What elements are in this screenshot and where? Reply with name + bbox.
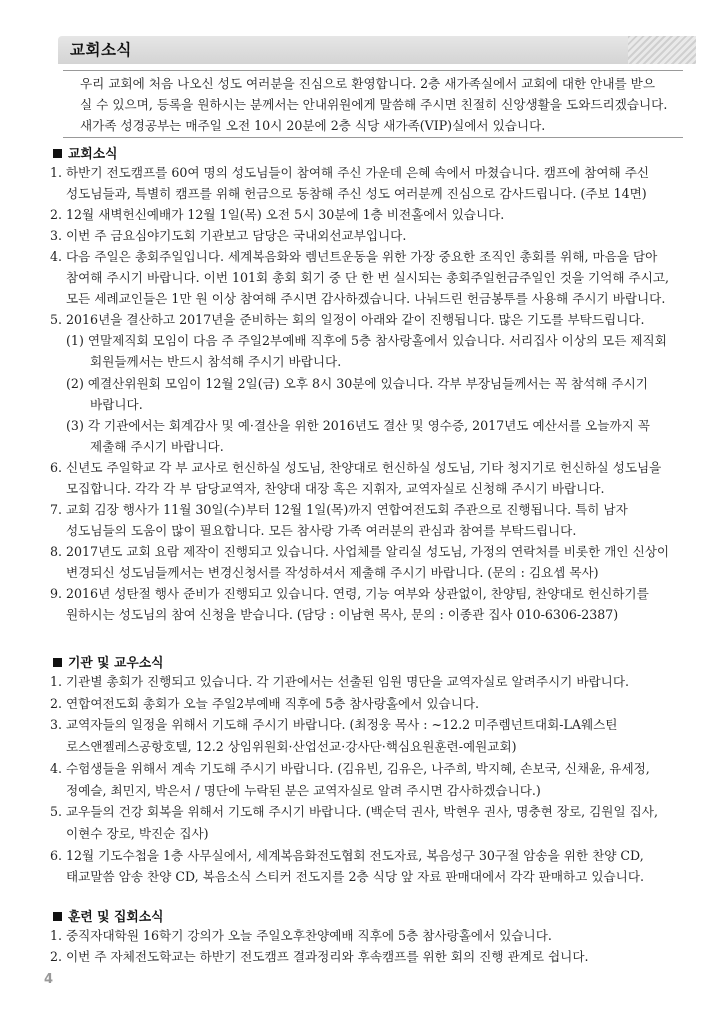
- notice-line: 7. 교회 김장 행사가 11월 30일(수)부터 12월 1일(목)까지 연합여전도회 주관으로 진행됩니다. 특히 남자: [50, 501, 628, 517]
- notice-line: 5. 교우들의 건강 회복을 위해서 기도해 주시기 바랍니다. (백순덕 권사, 박현우 권사, 명충현 장로, 김원일 집사,: [50, 804, 658, 820]
- notice-line: 태교말씀 암송 찬양 CD, 복음소식 스티커 전도지를 2층 식당 앞 자료 판매대에서 각각 판매하고 있습니다.: [50, 869, 644, 885]
- notice-line: 이현수 장로, 박진순 집사): [50, 825, 209, 841]
- notice-line: 1. 중직자대학원 16학기 강의가 오늘 주일오후찬양예배 직후에 5층 참사랑홀에서 있습니다.: [50, 928, 552, 943]
- notice-line: 바랍니다.: [50, 396, 143, 412]
- notice-line: 8. 2017년도 교회 요람 제작이 진행되고 있습니다. 사업체를 알리실 성도님, 가정의 연락처를 비롯한 개인 신상이: [50, 543, 670, 559]
- notice-line: 2. 연합여전도회 총회가 오늘 주일2부예배 직후에 5층 참사랑홀에서 있습니다.: [50, 695, 480, 711]
- welcome-line: 우리 교회에 처음 나오신 성도 여러분을 진심으로 환영합니다. 2층 새가족실에서 교회에 대한 안내를 받으: [80, 76, 656, 91]
- welcome-line: 새가족 성경공부는 매주일 오전 10시 20분에 2층 식당 새가족(VIP)실에서 있습니다.: [80, 118, 546, 133]
- notice-line: (1) 연말제직회 모임이 다음 주 주일2부예배 직후에 5층 참사랑홀에서 있습니다. 서리집사 이상의 모든 제직회: [50, 333, 667, 349]
- square-bullet-icon: [53, 658, 62, 667]
- section-heading-members-news: 기관 및 교우소식: [53, 652, 163, 671]
- section-heading-training-news: 훈련 및 집회소식: [53, 906, 163, 925]
- notice-line: 9. 2016년 성탄절 행사 준비가 진행되고 있습니다. 연령, 기능 여부와 상관없이, 찬양팀, 찬양대로 헌신하기를: [50, 586, 649, 601]
- notice-line: 회원들께서는 반드시 참석해 주시기 바랍니다.: [50, 354, 342, 370]
- notice-line: 2. 이번 주 자체전도학교는 하반기 전도캠프 결과정리와 후속캠프를 위한 회의 진행 관계로 쉽니다.: [50, 949, 589, 964]
- notice-line: 4. 수험생들을 위해서 계속 기도해 주시기 바랍니다. (김유빈, 김유은, 나주희, 박지혜, 손보국, 신채윤, 유세정,: [50, 760, 650, 776]
- notice-line: 6. 12월 기도수첩을 1층 사무실에서, 세계복음화전도협회 전도자료, 복음성구 30구절 암송을 위한 찬양 CD,: [50, 847, 644, 863]
- section-header-tab: [58, 36, 696, 64]
- notice-line: 3. 교역자들의 일정을 위해서 기도해 주시기 바랍니다. (최정웅 목사 : ~12.2 미주렘넌트대회-LA웨스틴: [50, 717, 618, 733]
- notice-line: 4. 다음 주일은 총회주일입니다. 세계복음화와 렘넌트운동을 위한 가장 중요한 조직인 총회를 위해, 마음을 담아: [50, 249, 658, 265]
- notice-line: 제출해 주시기 바랍니다.: [50, 438, 224, 454]
- notice-line: 3. 이번 주 금요심야기도회 기관보고 담당은 국내외선교부입니다.: [50, 228, 407, 244]
- notice-line: 5. 2016년을 결산하고 2017년을 준비하는 회의 일정이 아래와 같이 진행됩니다. 많은 기도를 부탁드립니다.: [50, 312, 645, 328]
- notice-line: 모든 세례교인들은 1만 원 이상 참여해 주시면 감사하겠습니다. 나눠드린 헌금봉투를 사용해 주시기 바랍니다.: [50, 291, 666, 307]
- notice-line: 2. 12월 새벽헌신예배가 12월 1일(목) 오전 5시 30분에 1층 비전홀에서 있습니다.: [50, 207, 505, 223]
- page-title: 교회소식: [70, 41, 132, 59]
- notice-line: 참여해 주시기 바랍니다. 이번 101회 총회 회기 중 단 한 번 실시되는 총회주일헌금주일인 것을 기억해 주시고,: [50, 270, 670, 286]
- notice-line: (2) 예결산위원회 모임이 12월 2일(금) 오후 8시 30분에 있습니다. 각부 부장님들께서는 꼭 참석해 주시기: [50, 375, 648, 391]
- notice-line: 성도님들의 도움이 많이 필요합니다. 모든 참사랑 가족 여러분의 관심과 참여를 부탁드립니다.: [50, 522, 577, 538]
- notice-line: 1. 하반기 전도캠프를 60여 명의 성도님들이 참여해 주신 가운데 은혜 속에서 마쳤습니다. 캠프에 참여해 주신: [50, 165, 650, 180]
- header-stripe-decoration: [628, 36, 696, 64]
- page-number: 4: [44, 972, 54, 987]
- notice-line: 정예슬, 최민지, 박은서 / 명단에 누락된 분은 교역자실로 알려 주시면 감사하겠습니다.): [50, 782, 541, 798]
- notice-line: 1. 기관별 총회가 진행되고 있습니다. 각 기관에서는 선출된 임원 명단을 교역자실로 알려주시기 바랍니다.: [50, 674, 630, 689]
- notice-line: 모집합니다. 각각 각 부 담당교역자, 찬양대 대장 혹은 지휘자, 교역자실로 신청해 주시기 바랍니다.: [50, 480, 605, 496]
- notice-line: 로스앤젤레스공항호텔, 12.2 상임위원회·산업선교·강사단·핵심요원훈련-예원교회): [50, 739, 517, 755]
- notice-line: 6. 신년도 주일학교 각 부 교사로 헌신하실 성도님, 찬양대로 헌신하실 성도님, 기타 청지기로 헌신하실 성도님을: [50, 459, 662, 475]
- notice-line: 원하시는 성도님의 참여 신청을 받습니다. (담당 : 이남현 목사, 문의 : 이종관 집사 010-6306-2387): [50, 607, 619, 623]
- notice-line: (3) 각 기관에서는 회계감사 및 예·결산을 위한 2016년도 결산 및 영수증, 2017년도 예산서를 오늘까지 꼭: [50, 417, 650, 433]
- square-bullet-icon: [53, 912, 62, 921]
- section-heading-church-news: 교회소식: [53, 143, 117, 162]
- square-bullet-icon: [53, 149, 62, 158]
- notice-line: 변경되신 성도님들께서는 변경신청서를 작성하셔서 제출해 주시기 바랍니다. (문의 : 김요셉 목사): [50, 564, 599, 580]
- notice-line: 성도님들과, 특별히 캠프를 위해 헌금으로 동참해 주신 성도 여러분께 진심으로 감사드립니다. (주보 14면): [50, 186, 647, 202]
- welcome-line: 실 수 있으며, 등록을 원하시는 분께서는 안내위원에게 말씀해 주시면 친절히 신앙생활을 도와드리겠습니다.: [80, 97, 668, 112]
